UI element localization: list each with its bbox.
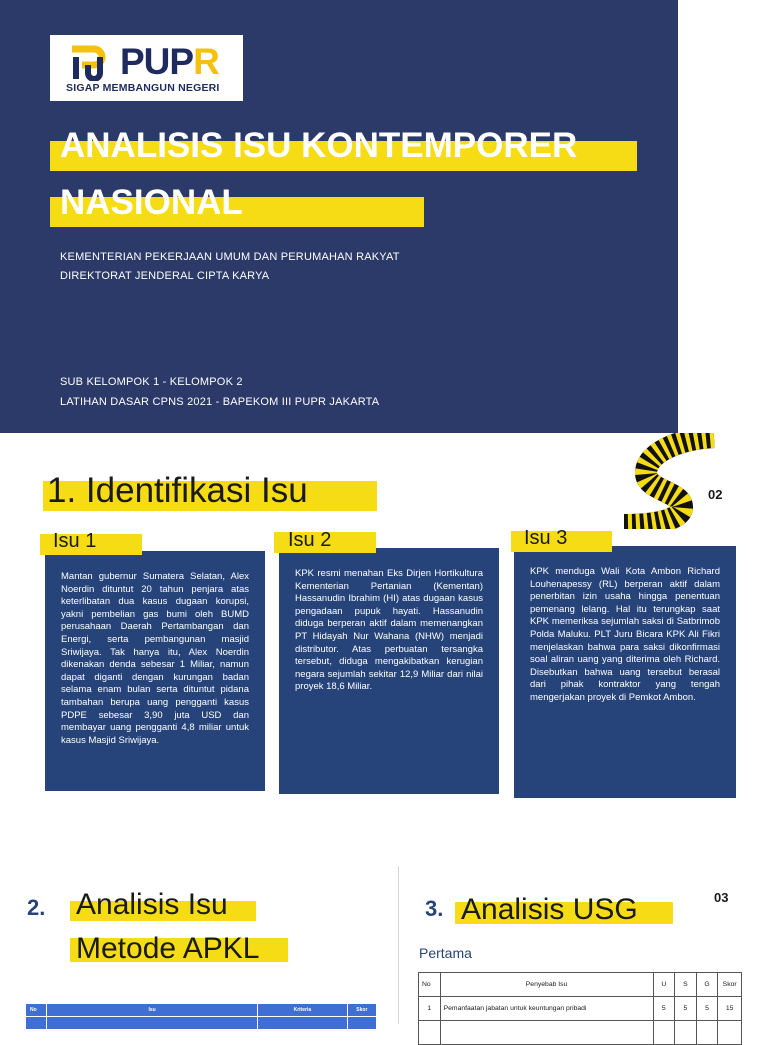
table-cell: 15 bbox=[718, 997, 742, 1021]
table-row bbox=[419, 1021, 742, 1045]
issue-text: Mantan gubernur Sumatera Selatan, Alex Noerdin dituntut 20 tahun penjara atas keterlibatan dua kasus dugaan korupsi, yakni pembelian gas bumi oleh BUMD perusahaan Daerah Pertambangan dan Energi, serta pembangunan masjid Sriwijaya. Tak hanya itu, Alex Noerdin dikenakan denda sebesar 1 Miliar, namun dapat diganti dengan kurungan badan selama enam bulan serta dituntut pidana tambahan berupa uang pengganti kasus PDPE sebesar 3,90 juta USD dan membayar uang pengganti 4,8 miliar untuk kasus Masjid Sriwijaya. bbox=[61, 571, 249, 746]
usg-title: Analisis USG bbox=[461, 893, 638, 926]
table-cell bbox=[675, 1021, 697, 1045]
table-header-cell: No bbox=[26, 1004, 47, 1017]
table-cell bbox=[718, 1021, 742, 1045]
table-header-cell: S bbox=[675, 973, 697, 997]
table-cell: 1 bbox=[419, 997, 441, 1021]
training-name: LATIHAN DASAR CPNS 2021 - BAPEKOM III PUPR JAKARTA bbox=[60, 396, 380, 408]
ribbon-decoration-icon bbox=[618, 433, 718, 529]
table-cell bbox=[653, 1021, 675, 1045]
issue-text: KPK resmi menahan Eks Dirjen Hortikultura Kementerian Pertanian (Kementan) Hassanudin Ibrahim (HI) atas dugaan kasus pengadaan pupuk hayati. Hassanudin diduga berperan aktif dalam memenangkan PT Hidayah Nur Wahana (NHW) menjadi distributor. Atas perbuatan tersangka tersebut, diduga mengakibatkan kerugian negara sejumlah sekitar 12,9 Miliar dari nilai proyek 18,6 Miliar. bbox=[295, 568, 483, 693]
table-cell: 5 bbox=[653, 997, 675, 1021]
usg-table bbox=[418, 972, 742, 1045]
pupr-logo bbox=[50, 35, 243, 101]
table-row bbox=[419, 997, 742, 1021]
issue-card bbox=[279, 548, 499, 794]
issue-label: Isu 2 bbox=[288, 529, 332, 551]
logo-wordmark: PUPR bbox=[120, 41, 219, 82]
section-number: 3. bbox=[425, 896, 444, 921]
table-header-cell: No bbox=[419, 973, 441, 997]
usg-subtitle: Pertama bbox=[419, 945, 472, 961]
pupr-emblem-icon bbox=[68, 43, 116, 81]
slide-divider bbox=[398, 866, 399, 1024]
cover-title-line2: NASIONAL bbox=[60, 183, 243, 222]
cover-slide bbox=[0, 0, 678, 433]
table-cell bbox=[696, 1021, 718, 1045]
table-cell: 5 bbox=[696, 997, 718, 1021]
table-header-row bbox=[26, 1004, 377, 1017]
issue-label: Isu 1 bbox=[53, 530, 97, 552]
table-header-cell: Skor bbox=[718, 973, 742, 997]
table-cell: Pemanfaatan jabatan untuk keuntungan pribadi bbox=[440, 997, 653, 1021]
table-header-cell: G bbox=[696, 973, 718, 997]
apkl-title-line1: Analisis Isu bbox=[76, 888, 228, 921]
directorate-name: DIREKTORAT JENDERAL CIPTA KARYA bbox=[60, 270, 270, 282]
apkl-table bbox=[25, 1003, 377, 1030]
table-cell bbox=[347, 1017, 376, 1030]
table-header-cell: Penyebab Isu bbox=[440, 973, 653, 997]
table-cell: 5 bbox=[675, 997, 697, 1021]
table-header-row bbox=[419, 973, 742, 997]
table-cell bbox=[26, 1017, 47, 1030]
group-name: SUB KELOMPOK 1 - KELOMPOK 2 bbox=[60, 376, 243, 388]
ministry-name: KEMENTERIAN PEKERJAAN UMUM DAN PERUMAHAN RAKYAT bbox=[60, 251, 400, 263]
section-number: 2. bbox=[27, 895, 46, 920]
cover-title-line1: ANALISIS ISU KONTEMPORER bbox=[60, 126, 578, 165]
table-header-cell: Skor bbox=[347, 1004, 376, 1017]
issue-label: Isu 3 bbox=[524, 527, 568, 549]
table-cell bbox=[257, 1017, 347, 1030]
slide-number: 03 bbox=[714, 890, 729, 905]
table-header-cell: Isu bbox=[47, 1004, 258, 1017]
table-header-cell: U bbox=[653, 973, 675, 997]
table-cell bbox=[440, 1021, 653, 1045]
logo-tagline: SIGAP MEMBANGUN NEGERI bbox=[66, 82, 220, 94]
issue-card bbox=[514, 546, 736, 798]
issue-text: KPK menduga Wali Kota Ambon Richard Louhenapessy (RL) berperan aktif dalam penerbitan izin usaha hingga penentuan pemenang lelang. Hal itu terungkap saat KPK memeriksa sejumlah saksi di Satbrimob Polda Maluku. PLT Juru Bicara KPK Ali Fikri menjelaskan bahwa para saksi dikonfirmasi soal aliran uang yang diterima oleh Richard. Disebutkan bahwa uang tersebut berasal dari pihak kontraktor yang tengah mengerjakan proyek di Pemkot Ambon. bbox=[530, 566, 720, 703]
table-row bbox=[26, 1017, 377, 1030]
table-cell bbox=[419, 1021, 441, 1045]
issue-card bbox=[45, 551, 265, 791]
slide-number: 02 bbox=[708, 487, 723, 502]
table-header-cell: Kriteria bbox=[257, 1004, 347, 1017]
apkl-title-line2: Metode APKL bbox=[76, 932, 260, 965]
table-cell bbox=[47, 1017, 258, 1030]
identifikasi-heading: 1. Identifikasi Isu bbox=[47, 471, 308, 510]
